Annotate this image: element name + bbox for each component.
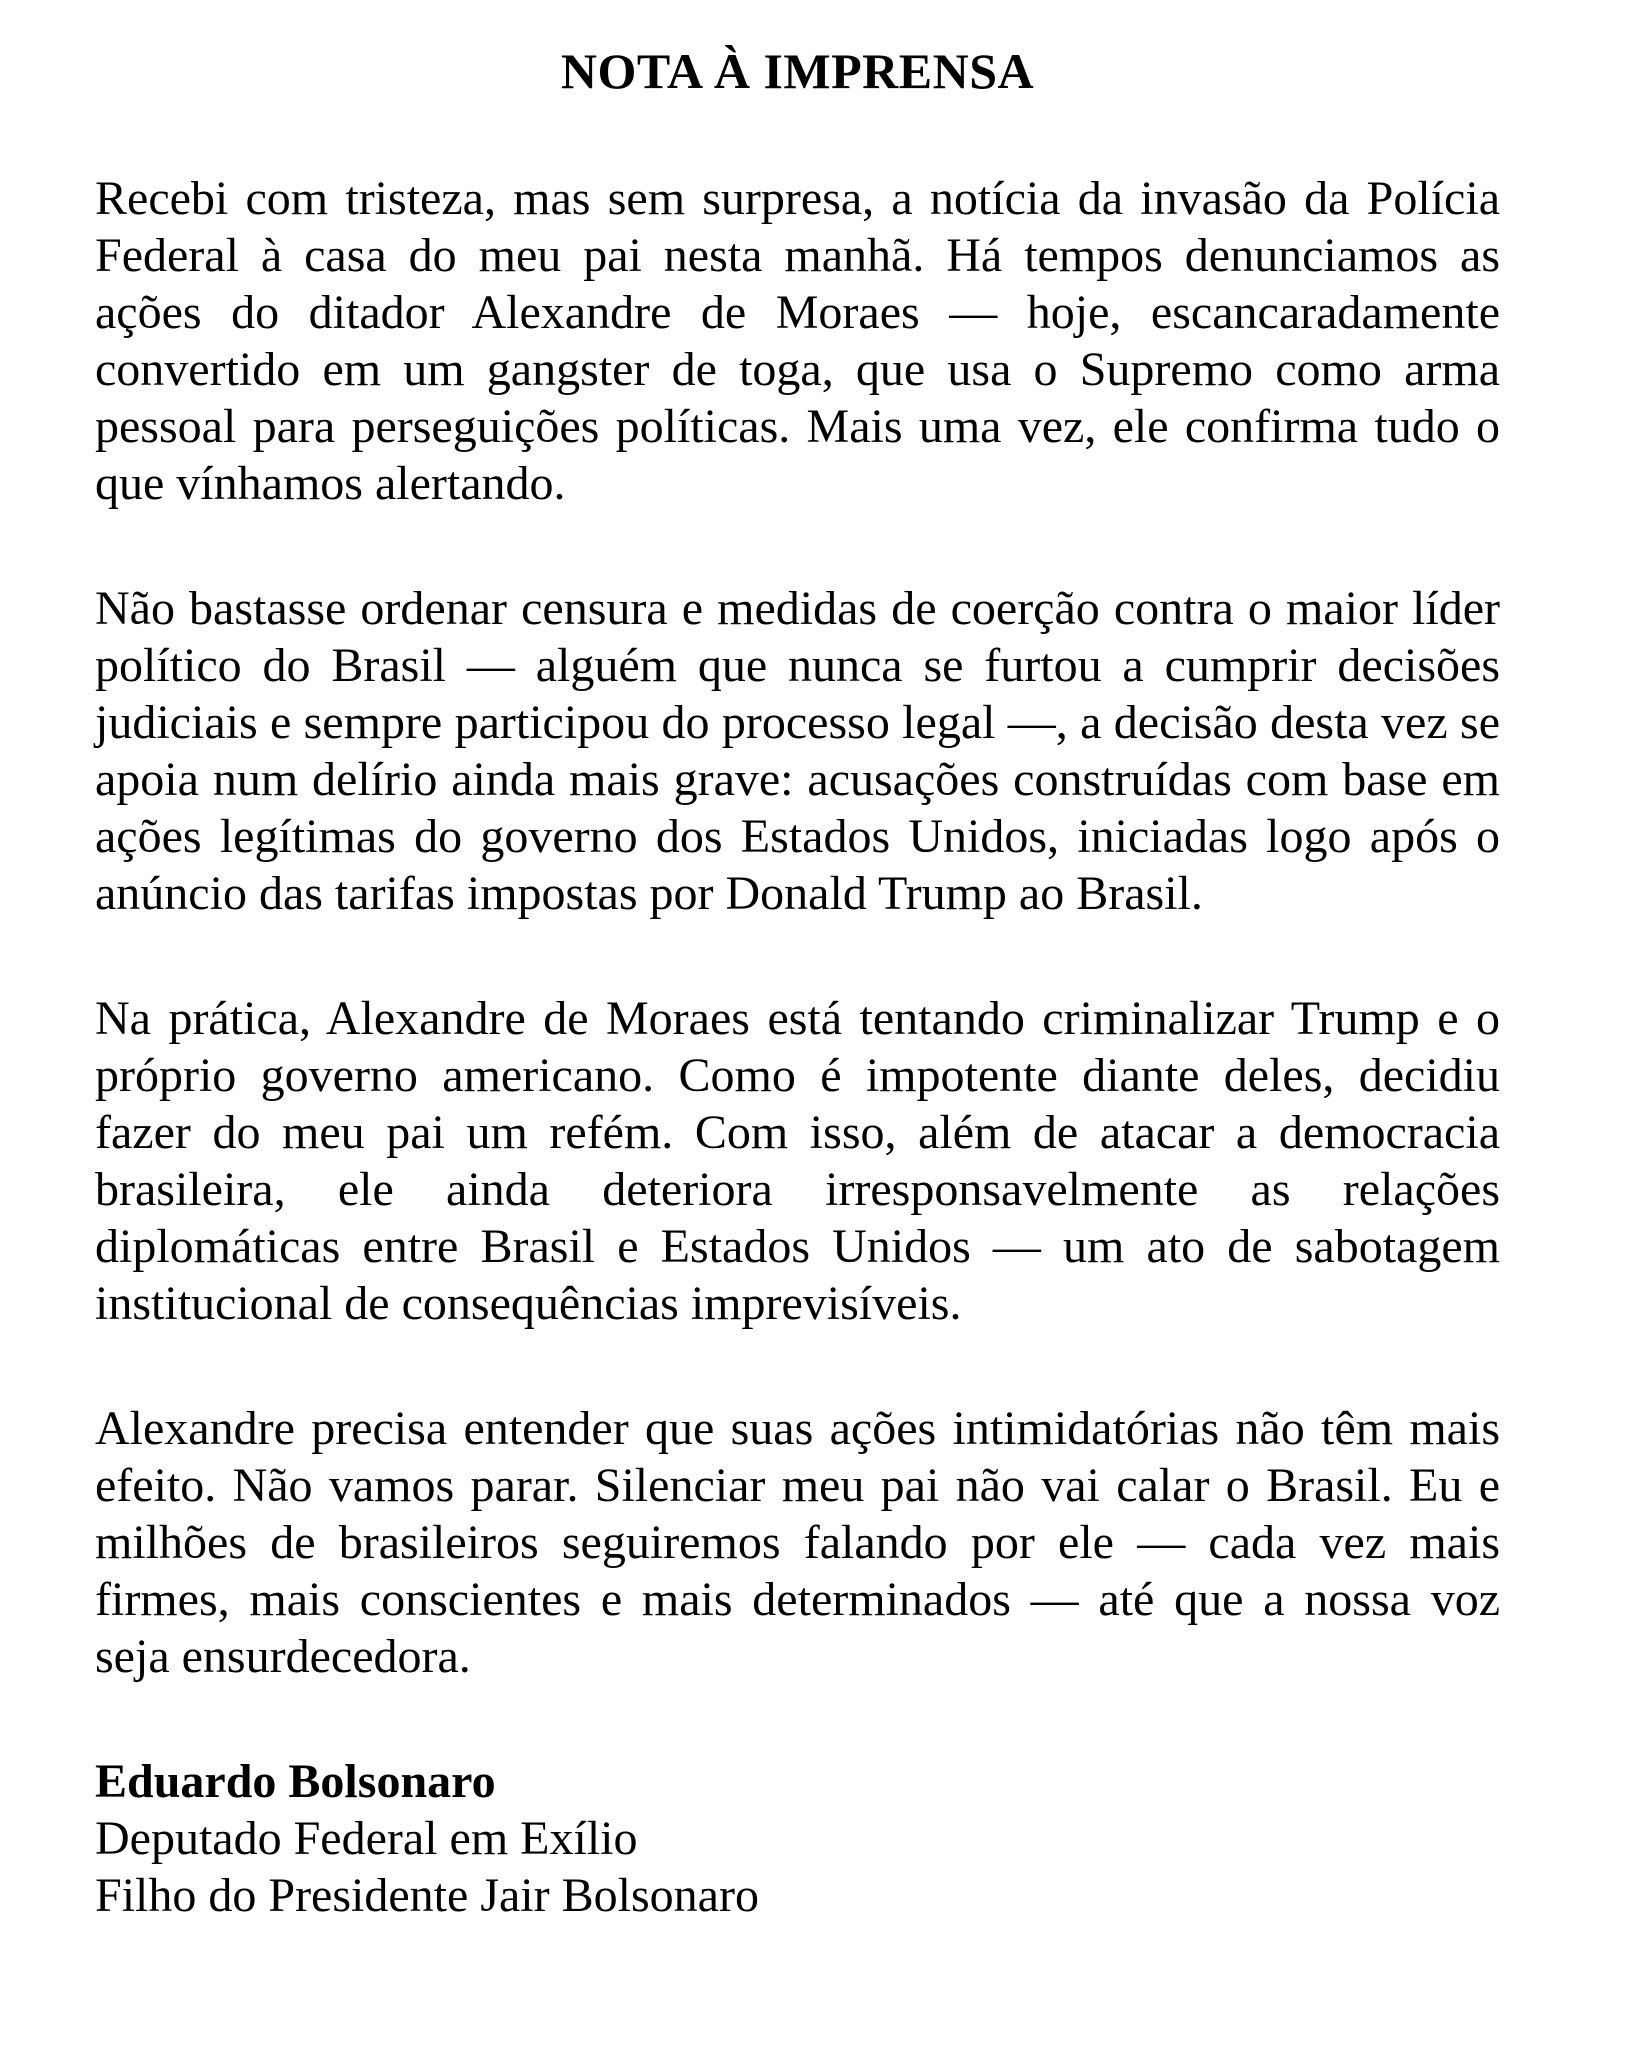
- signature-affiliation: Filho do Presidente Jair Bolsonaro: [95, 1869, 759, 1922]
- signature-role: Deputado Federal em Exílio: [95, 1812, 638, 1865]
- paragraph-1: Recebi com tristeza, mas sem surpresa, a notícia da invasão da Polícia Federal à casa do meu pai nesta manhã. Há tempos denunciamos as ações do ditador Alexandre de Moraes — hoje, escancaradamente convertido em um gangster de toga, que usa o Supremo como arma pessoal para perseguições políticas. Mais uma vez, ele confirma tudo o que vínhamos alertando.: [95, 172, 1500, 510]
- paragraph-2: Não bastasse ordenar censura e medidas de coerção contra o maior líder político do Brasil — alguém que nunca se furtou a cumprir decisões judiciais e sempre participou do processo legal —, a decisão desta vez se apoia num delírio ainda mais grave: acusações construídas com base em ações legítimas do governo dos Estados Unidos, iniciadas logo após o anúncio das tarifas impostas por Donald Trump ao Brasil.: [95, 582, 1500, 920]
- signature-name: Eduardo Bolsonaro: [95, 1755, 496, 1808]
- paragraph-3: Na prática, Alexandre de Moraes está tentando criminalizar Trump e o próprio governo americano. Como é impotente diante deles, decidiu fazer do meu pai um refém. Com isso, além de atacar a democracia brasileira, ele ainda deteriora irresponsavelmente as relações diplomáticas entre Brasil e Estados Unidos — um ato de sabotagem institucional de consequências imprevisíveis.: [95, 992, 1500, 1330]
- document-title: NOTA À IMPRENSA: [560, 43, 1035, 99]
- signature-block: [95, 1753, 1500, 1924]
- paragraph-4: Alexandre precisa entender que suas ações intimidatórias não têm mais efeito. Não vamos parar. Silenciar meu pai não vai calar o Brasil. Eu e milhões de brasileiros seguiremos falando por ele — cada vez mais firmes, mais conscientes e mais determinados — até que a nossa voz seja ensurdecedora.: [95, 1402, 1500, 1683]
